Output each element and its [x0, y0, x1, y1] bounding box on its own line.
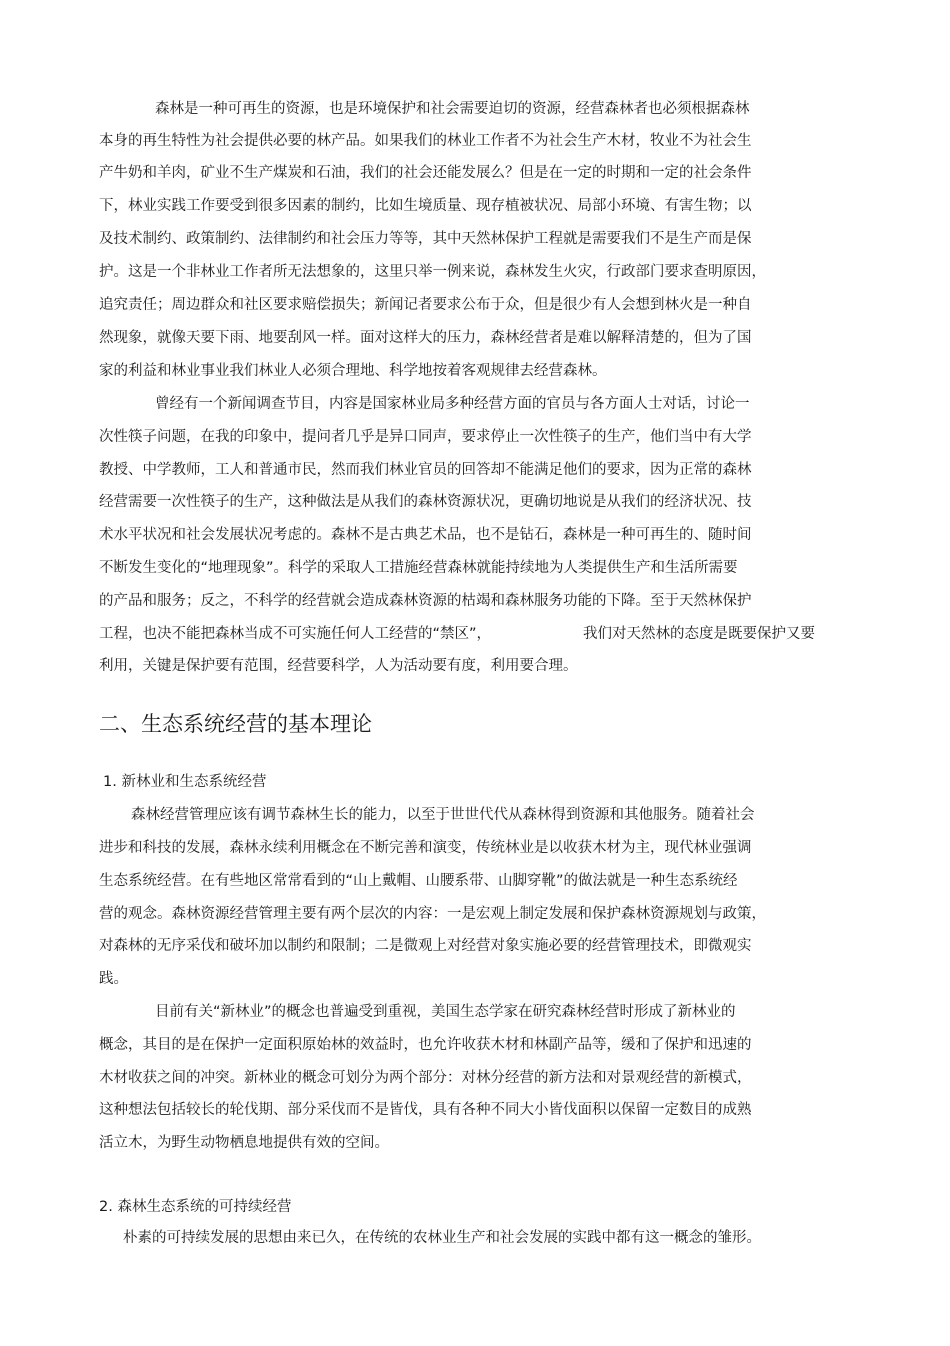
- text-line: 术水平状况和社会发展状况考虑的。森林不是古典艺术品，也不是钻石，森林是一种可再生的、随时间: [99, 527, 752, 543]
- text-line: 我们对天然林的态度是既要保护又要: [583, 626, 815, 642]
- text-line: 追究责任；周边群众和社区要求赔偿损失；新闻记者要求公布于众，但是很少有人会想到林火是一种自: [99, 297, 752, 313]
- text-line: 不断发生变化的“地理现象”。科学的采取人工措施经营森林就能持续地为人类提供生产和生活所需要: [99, 560, 738, 576]
- text-line: 目前有关“新林业”的概念也普遍受到重视，美国生态学家在研究森林经营时形成了新林业的: [155, 1004, 736, 1020]
- text-line: 次性筷子问题，在我的印象中，提问者几乎是异口同声，要求停止一次性筷子的生产，他们当中有大学: [99, 429, 752, 445]
- text-line: 对森林的无序采伐和破坏加以制约和限制；二是微观上对经营对象实施必要的经营管理技术，即微观实: [99, 938, 752, 954]
- text-line: 产牛奶和羊肉，矿业不生产煤炭和石油，我们的社会还能发展么？但是在一定的时期和一定的社会条件: [99, 165, 752, 181]
- text-line: 工程，也决不能把森林当成不可实施任何人工经营的“禁区”，: [99, 626, 492, 642]
- text-line: 家的利益和林业事业我们林业人必须合理地、科学地按着客观规律去经营森林。: [99, 363, 607, 379]
- text-line: 然现象，就像天要下雨、地要刮风一样。面对这样大的压力，森林经营者是难以解释清楚的，但为了国: [99, 330, 752, 346]
- text-line: 活立木，为野生动物栖息地提供有效的空间。: [99, 1135, 389, 1151]
- text-line: 森林经营管理应该有调节森林生长的能力，以至于世世代代从森林得到资源和其他服务。随着社会: [131, 807, 755, 823]
- text-line: 朴素的可持续发展的思想由来已久，在传统的农林业生产和社会发展的实践中都有这一概念的雏形。: [123, 1230, 761, 1246]
- text-line: 本身的再生特性为社会提供必要的林产品。如果我们的林业工作者不为社会生产木材，牧业不为社会生: [99, 133, 752, 149]
- text-line: 下，林业实践工作要受到很多因素的制约，比如生境质量、现存植被状况、局部小环境、有害生物；以: [99, 198, 752, 214]
- text-line: 经营需要一次性筷子的生产，这种做法是从我们的森林资源状况，更确切地说是从我们的经济状况、技: [99, 494, 752, 510]
- section-heading: 二、生态系统经营的基本理论: [99, 712, 372, 736]
- text-line: 进步和科技的发展，森林永续利用概念在不断完善和演变，传统林业是以收获木材为主，现代林业强调: [99, 840, 752, 856]
- text-line: 教授、中学教师，工人和普通市民，然而我们林业官员的回答却不能满足他们的要求，因为正常的森林: [99, 462, 752, 478]
- text-line: 生态系统经营。在有些地区常常看到的“山上戴帽、山腰系带、山脚穿靴”的做法就是一种生态系统经: [99, 873, 738, 889]
- text-line: 木材收获之间的冲突。新林业的概念可划分为两个部分：对林分经营的新方法和对景观经营的新模式，: [99, 1070, 752, 1086]
- text-line: 营的观念。森林资源经营管理主要有两个层次的内容：一是宏观上制定发展和保护森林资源规划与政策，: [99, 906, 766, 922]
- text-line: 概念，其目的是在保护一定面积原始林的效益时，也允许收获木材和林副产品等，缓和了保护和迅速的: [99, 1037, 752, 1053]
- text-line: 及技术制约、政策制约、法律制约和社会压力等等，其中天然林保护工程就是需要我们不是生产而是保: [99, 231, 752, 247]
- text-line: 护。这是一个非林业工作者所无法想象的，这里只举一例来说，森林发生火灾，行政部门要求查明原因，: [99, 264, 766, 280]
- text-line: 曾经有一个新闻调查节目，内容是国家林业局多种经营方面的官员与各方面人士对话，讨论一: [155, 396, 750, 412]
- subsection-heading-sustainable-management: 2. 森林生态系统的可持续经营: [99, 1199, 292, 1215]
- text-line: 践。: [99, 971, 128, 987]
- subsection-heading-new-forestry: 1. 新林业和生态系统经营: [103, 774, 267, 790]
- text-line: 利用，关键是保护要有范围，经营要科学，人为活动要有度，利用要合理。: [99, 658, 578, 674]
- text-line: 森林是一种可再生的资源，也是环境保护和社会需要迫切的资源，经营森林者也必须根据森林: [155, 101, 750, 117]
- text-line: 这种想法包括较长的轮伐期、部分采伐而不是皆伐，具有各种不同大小皆伐面积以保留一定数目的成熟: [99, 1102, 752, 1118]
- text-line: 的产品和服务；反之，不科学的经营就会造成森林资源的枯竭和森林服务功能的下降。至于天然林保护: [99, 593, 752, 609]
